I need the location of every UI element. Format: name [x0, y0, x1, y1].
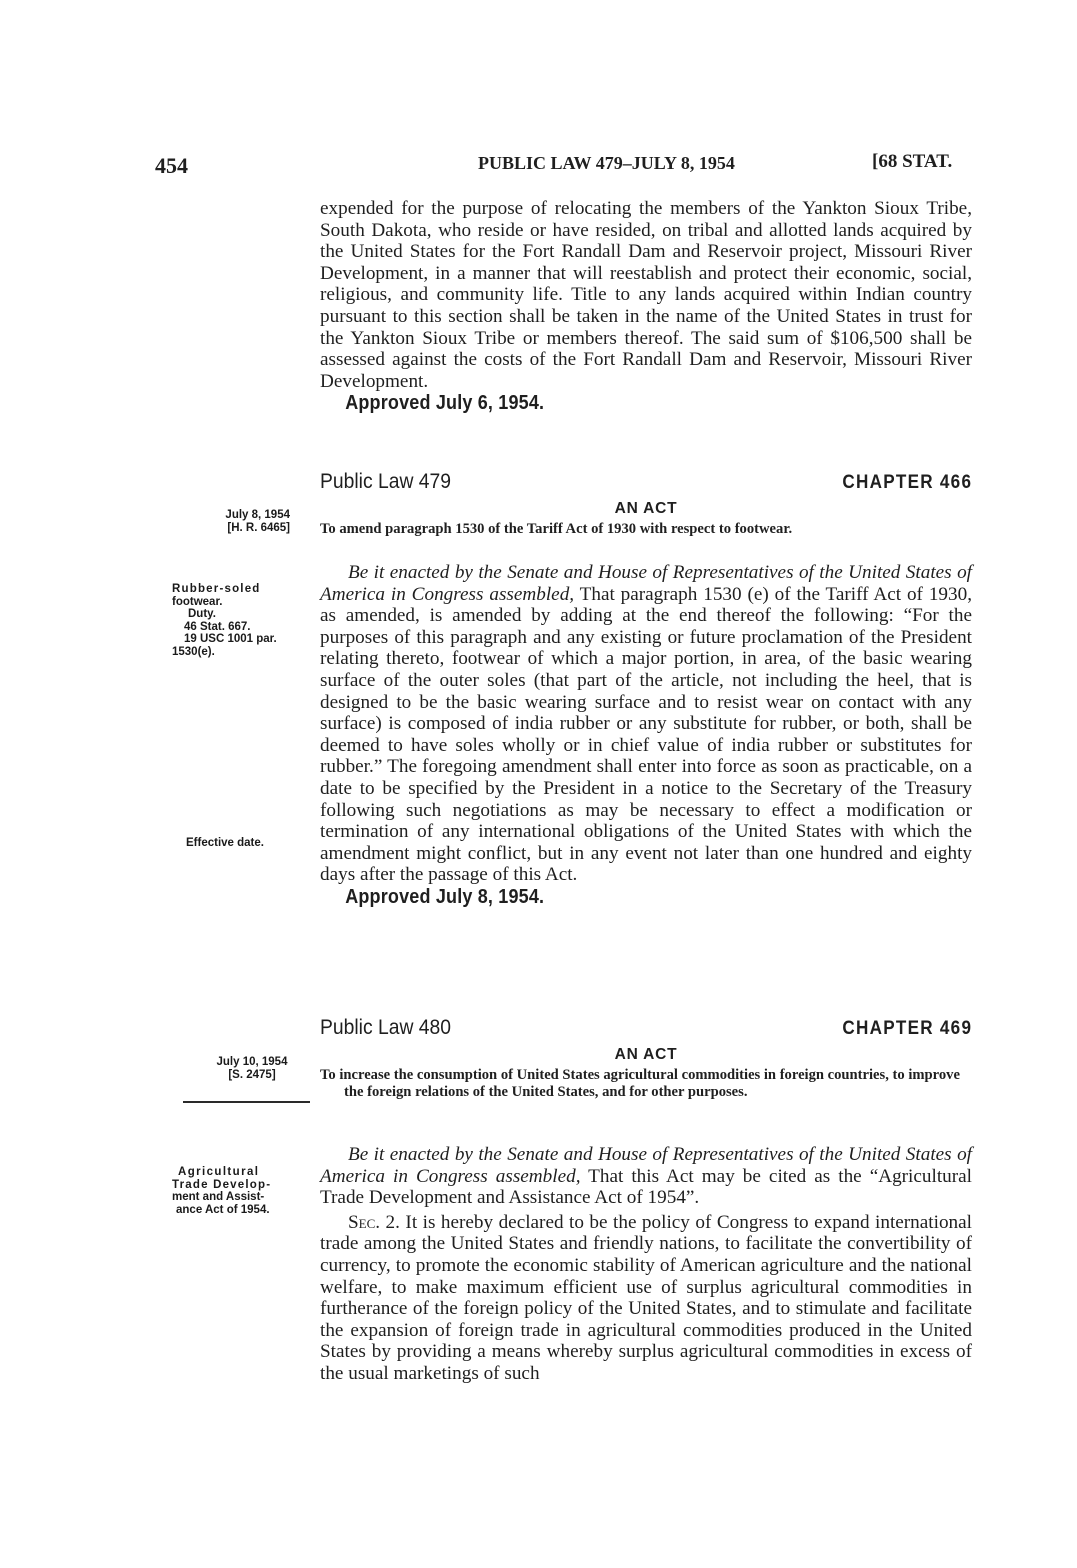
law-479-subject-1: Rubber-soled [172, 583, 261, 595]
law-480-section-2-text: It is hereby declared to be the policy of Congress to expand international trade among the United States and friendly nations, to facilitate the convertibility of currency, to promote the economic stability of American agriculture and the national welfare, to make maximum efficient use of surplus agricultural commodities in furtherance of the foreign policy of the United States, and to stimulate and facilitate the expansion of foreign trade in agricultural commodities produced in the United States by providing a means whereby surplus agricultural commodities in excess of the usual marketings of such [320, 1211, 972, 1384]
law-480-date: July 10, 1954 [216, 1056, 288, 1068]
law-479-chapter: CHAPTER 466 [842, 472, 972, 493]
law-479-date: July 8, 1954 [225, 509, 290, 521]
continuation-section [320, 198, 972, 415]
law-479-subject-2: footwear. [172, 595, 223, 608]
law-480-text [320, 1144, 972, 1385]
law-479-cite-1: 46 Stat. 667. [184, 620, 251, 633]
page-number: 454 [155, 153, 188, 178]
law-479-subject-3: Duty. [188, 608, 216, 621]
margin-divider-rule [183, 1101, 310, 1103]
law-480-body-text: That this Act may be cited as the “Agricultural Trade Development and Assistance Act of 1954”. [320, 1165, 972, 1209]
law-480-title-2: Trade Develop- [172, 1178, 272, 1191]
law-479-cite-2: 19 USC 1001 par. [184, 633, 277, 646]
law-480-an-act: AN ACT [614, 1046, 678, 1063]
law-480-bill: [S. 2475] [228, 1068, 276, 1081]
law-479-effective-date-note: Effective date. [186, 837, 264, 849]
law-479-enacting-clause: Be it enacted by the Senate and House of Representatives of the United States of America in Congress assembled, [320, 562, 972, 605]
law-480-purpose: To increase the consumption of United States agricultural commodities in foreign countries, to improve the foreign relations of the United States, and for other purposes. [320, 1067, 960, 1100]
law-480-title-3: ment and Assist- [172, 1191, 265, 1204]
law-479-an-act: AN ACT [614, 500, 678, 517]
law-479-bill: [H. R. 6465] [227, 521, 290, 534]
law-480-body [320, 1144, 972, 1209]
law-480-short-title-note [172, 1166, 312, 1216]
law-479-body [320, 562, 972, 886]
law-479-text [320, 562, 972, 909]
law-480-enacting-clause: Be it enacted by the Senate and House of Representatives of the United States of America in Congress assembled, [320, 1144, 972, 1187]
continuation-text: expended for the purpose of relocating the members of the Yankton Sioux Tribe, South Dakota, who reside or have resided, on tribal and allotted lands acquired by the United States for the Fort Randall Dam and Reservoir project, Missouri River Development, in a manner that will reestablish and protect their economic, social, religious, and community life. Title to any lands acquired within Indian country pursuant to this section shall be taken in the name of the United States in trust for the Yankton Sioux Tribe or members thereof. The said sum of $106,500 shall be assessed against the costs of the Fort Randall Dam and Reservoir, Missouri River Development. [320, 198, 972, 392]
law-479-body-text: That paragraph 1530 (e) of the Tariff Act of 1930, as amended, is amended by adding at the end thereof the following: “For the purposes of this paragraph and any existing or future proclamation of the President relating thereto, footwear of which a major portion, in area, of the basic wearing surface of the outer soles (that part of the article, not including the heel, that is designed to be the basic wearing surface and to resist wear on contact with any surface) is composed of india rubber or any substitute for rubber, or both, shall be deemed to have soles wholly or in chief value of india rubber or substitutes for rubber.” The foregoing amendment shall enter into force as soon as practicable, on a date to be specified by the President in a notice to the Secretary of the Treasury following such negotiations as may be necessary to effect a modification or termination of any international obligations of the United States with which the amendment might conflict, but in any event not later than one hundred and eighty days after the passage of this Act. [320, 583, 972, 886]
approval-date-previous: Approved July 6, 1954. [345, 392, 545, 415]
running-head: PUBLIC LAW 479–JULY 8, 1954 [478, 153, 735, 173]
law-479-number: Public Law 479 [320, 470, 452, 493]
law-480-date-note [197, 1056, 307, 1081]
law-480-section-2 [320, 1212, 972, 1385]
law-479-cite-3: 1530(e). [172, 645, 215, 658]
law-479-date-note [175, 509, 290, 534]
law-480-chapter: CHAPTER 469 [842, 1018, 972, 1039]
law-480-number: Public Law 480 [320, 1016, 452, 1039]
law-479-heading [320, 470, 972, 496]
law-479-approval-date: Approved July 8, 1954. [345, 885, 545, 908]
law-479-purpose: To amend paragraph 1530 of the Tariff Act of 1930 with respect to footwear. [320, 521, 793, 537]
law-480-title-1: Agricultural [178, 1166, 260, 1178]
law-480-section-2-label: Sec. 2. [348, 1211, 400, 1233]
law-479-subject-note [172, 583, 312, 659]
law-480-title-4: ance Act of 1954. [176, 1203, 270, 1216]
statute-volume-ref: [68 STAT. [872, 151, 953, 172]
law-480-heading [320, 1016, 972, 1042]
